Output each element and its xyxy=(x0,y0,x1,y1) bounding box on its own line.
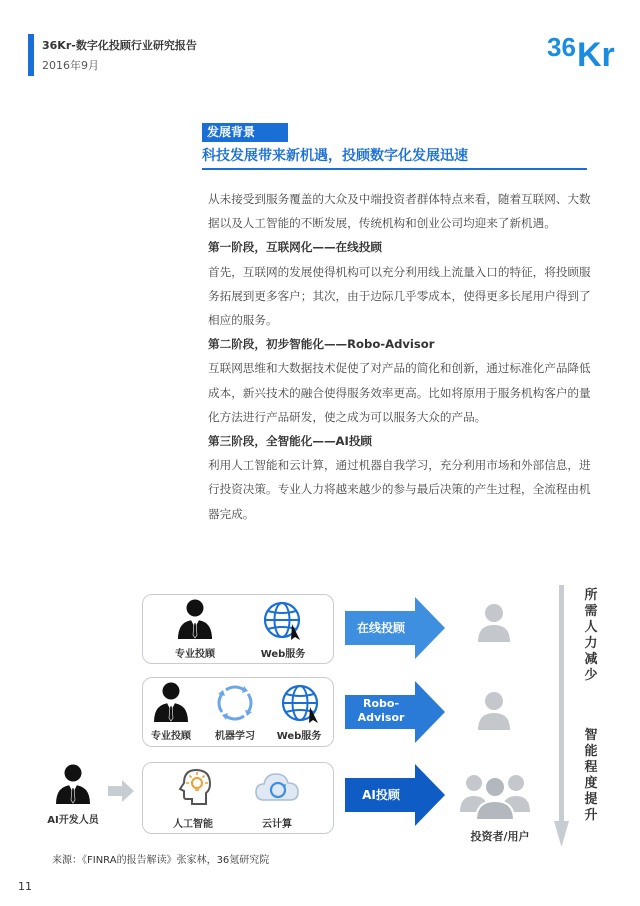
row1-label-advisor: 专业投顾 xyxy=(175,649,215,660)
ai-developer-person-icon xyxy=(54,763,92,805)
brand-logo xyxy=(545,26,621,70)
stage2-paragraph: 互联网思维和大数据技术促使了对产品的简化和创新，通过标准化产品降低成本，新兴技术的融合使得服务效率更高。比如将原用于服务机构客户的量化方法进行产品研发，使之成为可以服务大众的产品。 xyxy=(208,361,591,424)
arrow-label-online: 在线投顾 xyxy=(356,621,405,635)
arrow-label-robo xyxy=(345,697,417,725)
page-number: 11 xyxy=(18,880,32,893)
stage3-title: 第三阶段，全智能化——AI投顾 xyxy=(208,434,373,449)
grey-arrow-icon xyxy=(108,780,134,802)
arrow-label-robo-line1: Robo- xyxy=(362,697,400,710)
row2-label-advisor: 专业投顾 xyxy=(151,731,191,742)
investor-label: 投资者/用户 xyxy=(470,830,530,843)
report-title: 36Kr-数字化投顾行业研究报告 xyxy=(42,39,197,52)
arrow-label-ai: AI投顾 xyxy=(362,788,400,802)
user-icon xyxy=(476,690,512,730)
user-icon xyxy=(476,602,512,642)
web-globe-icon xyxy=(280,683,320,723)
web-globe-icon xyxy=(262,600,302,640)
row3-label-cloud: 云计算 xyxy=(262,819,292,830)
stage2-title: 第二阶段，初步智能化——Robo-Advisor xyxy=(208,337,435,352)
stage1-title: 第一阶段，互联网化——在线投顾 xyxy=(208,240,382,255)
logo-text-kr: Kr xyxy=(577,36,615,70)
ai-developer-label: AI开发人员 xyxy=(47,815,99,826)
source-note: 来源：《FINRA的报告解读》张家林，36氪研究院 xyxy=(52,855,270,866)
advisor-person-icon xyxy=(152,681,190,723)
report-date: 2016年9月 xyxy=(42,59,99,72)
user-group-icon xyxy=(458,770,532,820)
header-accent-bar xyxy=(28,34,34,76)
stage1-paragraph: 首先，互联网的发展使得机构可以充分利用线上流量入口的特征，将投顾服务拓展到更多客户；其次，由于边际几乎零成本，使得更多长尾用户得到了相应的服务。 xyxy=(208,264,591,328)
row2-label-ml: 机器学习 xyxy=(215,731,255,742)
cloud-computing-icon xyxy=(254,768,300,808)
side-text-intelligence-up: 智能程度提升 xyxy=(584,728,598,823)
section-title: 科技发展带来新机遇，投顾数字化发展迅速 xyxy=(202,148,468,164)
machine-learning-cycle-icon xyxy=(216,684,254,722)
logo-text-36: 36 xyxy=(547,32,576,62)
row1-label-web: Web服务 xyxy=(260,649,306,660)
row2-label-web: Web服务 xyxy=(276,731,322,742)
intro-paragraph: 从未接受到服务覆盖的大众及中端投资者群体特点来看，随着互联网、大数据以及人工智能的不断发展，传统机构和创业公司均迎来了新机遇。 xyxy=(208,192,591,231)
side-text-labor-reduced: 所需人力减少 xyxy=(584,588,598,683)
stage3-paragraph: 利用人工智能和云计算，通过机器自我学习，充分利用市场和外部信息，进行投资决策。专业人力将越来越少的参与最后决策的产生过程，全流程由机器完成。 xyxy=(208,458,591,521)
section-tag: 发展背景 xyxy=(202,123,288,142)
advisor-person-icon xyxy=(176,598,214,640)
body-text xyxy=(208,187,594,526)
vertical-trend-arrow xyxy=(554,585,570,847)
section-divider xyxy=(202,168,587,170)
arrow-label-robo-line2: Advisor xyxy=(357,711,405,724)
row3-label-ai: 人工智能 xyxy=(173,819,213,830)
ai-head-icon xyxy=(174,766,216,808)
